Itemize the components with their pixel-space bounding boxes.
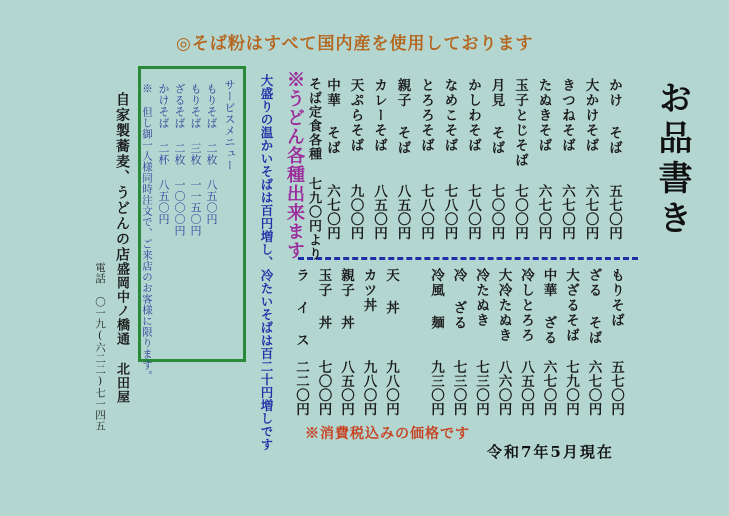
bottom-menu-price: 八六〇円 bbox=[495, 360, 512, 416]
menu-title: お品書き bbox=[652, 80, 692, 240]
bottom-menu-item: ラ イ ス bbox=[293, 268, 309, 348]
top-menu-item: たぬきそば bbox=[535, 78, 552, 153]
shop-phone: 電話 〇一九(六二二)七一四五 bbox=[94, 262, 106, 432]
tax-note: ※消費税込みの価格です bbox=[305, 426, 470, 442]
bottom-menu-price: 七〇〇円 bbox=[315, 360, 332, 416]
top-menu-price: 九〇〇円 bbox=[347, 184, 364, 240]
bottom-menu-price: 八五〇円 bbox=[338, 360, 354, 416]
bottom-menu-item: 大ざるそば bbox=[563, 268, 579, 343]
top-menu-price: 七〇〇円 bbox=[488, 184, 505, 240]
top-menu-item: かけ そば bbox=[606, 78, 622, 156]
top-menu-item: 大かけそば bbox=[582, 78, 599, 153]
bottom-menu-price: 九三〇円 bbox=[428, 360, 444, 416]
bottom-menu-price: 六七〇円 bbox=[585, 360, 602, 416]
bottom-menu-item: ざる そば bbox=[585, 268, 602, 346]
service-condition: ※ 但し御一人様同時注文で、ご来店のお客様に限ります。 bbox=[141, 83, 153, 382]
top-menu-price: 七八〇円 bbox=[441, 184, 458, 240]
bottom-menu-price: 七三〇円 bbox=[450, 360, 467, 416]
top-menu-price: 七〇〇円 bbox=[512, 184, 528, 240]
top-menu-price: 八五〇円 bbox=[371, 184, 387, 240]
bottom-menu-item: カツ丼 bbox=[360, 268, 377, 313]
bottom-menu-item: 親子 丼 bbox=[338, 268, 354, 331]
top-menu-price: 八五〇円 bbox=[394, 184, 411, 240]
top-menu-price: 七八〇円 bbox=[465, 184, 481, 240]
bottom-menu-item: 中華 ざる bbox=[540, 268, 557, 346]
top-menu-item: きつねそば bbox=[559, 78, 575, 153]
service-line: もりそば 三枚 一一五〇円 bbox=[189, 83, 202, 237]
service-line: かけそば 二杯 八五〇円 bbox=[157, 83, 170, 225]
bottom-menu-price: 二二〇円 bbox=[293, 360, 309, 416]
bottom-menu-price: 八五〇円 bbox=[518, 360, 534, 416]
service-menu-box bbox=[138, 66, 246, 382]
shop-tagline: 自家製蕎麦、うどんの店 bbox=[114, 92, 130, 263]
top-menu-price: 六七〇円 bbox=[582, 184, 599, 240]
bottom-menu-price: 七三〇円 bbox=[473, 360, 489, 416]
bottom-menu-item: 玉子 丼 bbox=[315, 268, 332, 331]
bottom-menu-item: 冷しとろろ bbox=[518, 268, 534, 343]
top-menu-price: 六七〇円 bbox=[559, 184, 575, 240]
top-menu-item: かしわそば bbox=[465, 78, 481, 153]
top-menu-item: 中華 そば bbox=[324, 78, 340, 156]
bottom-menu-item: 冷 ざる bbox=[450, 268, 467, 331]
service-line: もりそば 二枚 八五〇円 bbox=[205, 83, 218, 225]
bottom-menu-price: 九八〇円 bbox=[383, 360, 399, 416]
bottom-menu-item: 冷風 麺 bbox=[428, 268, 444, 331]
service-line: ざるそば 二枚 一〇〇〇円 bbox=[173, 83, 186, 237]
dashed-divider bbox=[298, 257, 638, 260]
top-menu-item: なめこそば bbox=[441, 78, 458, 153]
bottom-menu-item: 大冷たぬき bbox=[495, 268, 512, 343]
bottom-menu-item: 冷たぬき bbox=[473, 268, 489, 328]
top-menu-price: 七八〇円 bbox=[418, 184, 434, 240]
top-menu-item: 月見 そば bbox=[488, 78, 505, 156]
as-of-date: 令和7年5月現在 bbox=[487, 443, 614, 461]
udon-note: ※うどん各種出来ます bbox=[284, 70, 305, 260]
top-menu-item: 親子 そば bbox=[394, 78, 411, 156]
bottom-menu-price: 九八〇円 bbox=[360, 360, 377, 416]
notice: ◎そば粉はすべて国内産を使用しております bbox=[176, 34, 534, 54]
top-menu-price: 六七〇円 bbox=[324, 184, 340, 240]
top-menu-item: カレーそば bbox=[371, 78, 387, 153]
top-menu-item: 天ぷらそば bbox=[347, 78, 364, 153]
shop-address: 盛岡中ノ橋通 北田屋 bbox=[114, 262, 129, 404]
bottom-menu-price: 五七〇円 bbox=[608, 360, 624, 416]
service-heading: サービスメニュー bbox=[223, 79, 236, 171]
teishoku-note: そば定食各種 七九〇円より bbox=[306, 77, 321, 261]
bottom-menu-price: 六七〇円 bbox=[540, 360, 557, 416]
top-menu-item: とろろそば bbox=[418, 78, 434, 153]
bottom-menu-price: 七九〇円 bbox=[563, 360, 579, 416]
top-menu-price: 五七〇円 bbox=[606, 184, 622, 240]
bottom-menu-item: 天 丼 bbox=[383, 268, 399, 316]
top-menu-price: 六七〇円 bbox=[535, 184, 552, 240]
bottom-menu-item: もりそば bbox=[608, 268, 624, 328]
top-menu-item: 玉子とじそば bbox=[512, 78, 528, 168]
surcharge-note: 大盛りの温かいそばは百円増し、冷たいそばは百二十円増しです bbox=[259, 74, 274, 451]
